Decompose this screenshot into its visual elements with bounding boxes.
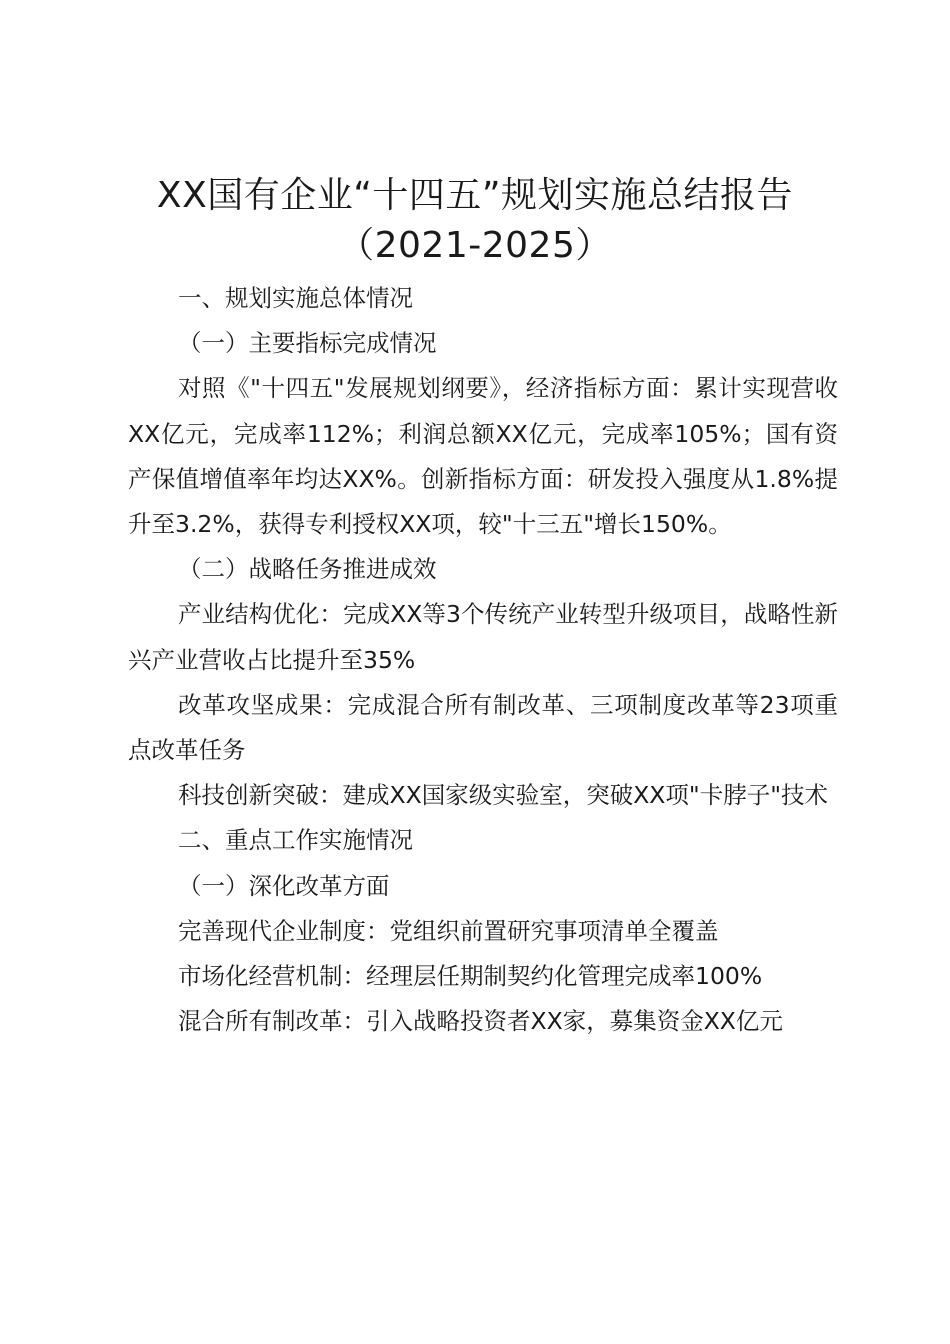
body-paragraph: 混合所有制改革：引入战略投资者XX家，募集资金XX亿元 [178,1007,783,1036]
document-title: XX国有企业“十四五”规划实施总结报告 [156,175,794,216]
body-paragraph: 完善现代企业制度：党组织前置研究事项清单全覆盖 [178,916,719,945]
document-title-period: （2021-2025） [338,225,612,266]
subsection-heading: （一）主要指标完成情况 [178,329,437,358]
subsection-heading: （一）深化改革方面 [178,871,390,900]
subsection-heading: （二）战略任务推进成效 [178,555,437,584]
document-body [128,276,838,1044]
section-heading: 一、规划实施总体情况 [178,284,413,312]
body-paragraph: 科技创新突破：建成XX国家级实验室，突破XX项"卡脖子"技术 [178,781,829,810]
body-paragraph: 市场化经营机制：经理层任期制契约化管理完成率100% [178,962,763,991]
section-heading: 二、重点工作实施情况 [178,826,413,855]
body-paragraph: 产业结构优化：完成XX等3个传统产业转型升级项目，战略性新兴产业营收占比提升至35% [128,600,838,674]
body-paragraph: 改革攻坚成果：完成混合所有制改革、三项制度改革等23项重点改革任务 [128,690,838,765]
body-paragraph: 对照《"十四五"发展规划纲要》，经济指标方面：累计实现营收XX亿元，完成率112%；利润总额XX亿元，完成率105%；国有资产保值增值率年均达XX%。创新指标方面：研发投入强度从1.8%提升至3.2%，获得专利授权XX项，较"十三五"增长150%。 [128,374,838,539]
